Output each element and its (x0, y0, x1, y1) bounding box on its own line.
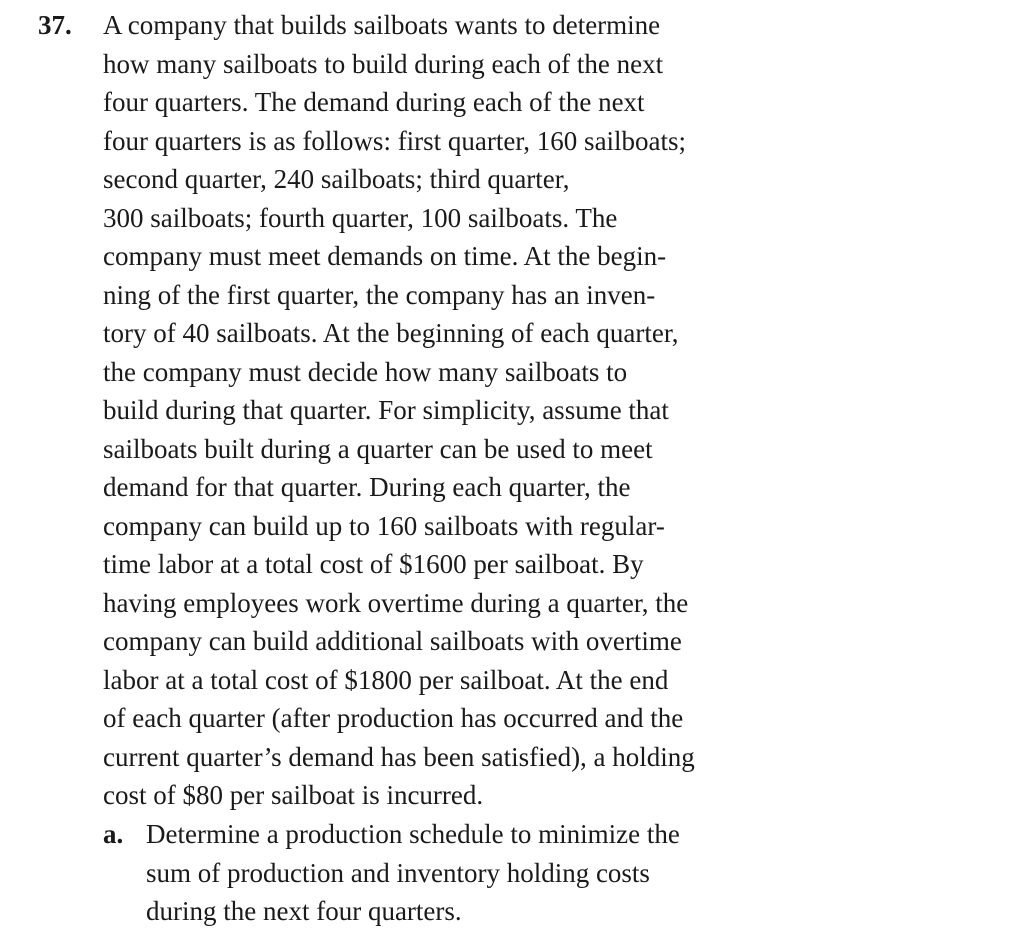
text-line: tory of 40 sailboats. At the beginning of each quarter, (103, 318, 679, 348)
text-line: company can build additional sailboats with overtime (103, 626, 682, 656)
text-line: cost of $80 per sailboat is incurred. (103, 780, 484, 810)
subpart-text-line: during the next four quarters. (146, 896, 462, 926)
text-line: second quarter, 240 sailboats; third quarter, (103, 164, 570, 194)
text-line: 300 sailboats; fourth quarter, 100 sailboats. The (103, 202, 618, 233)
text-line: four quarters is as follows: first quarter, 160 sailboats; (103, 125, 687, 156)
text-line: sailboats built during a quarter can be used to meet (103, 433, 653, 464)
text-line: current quarter’s demand has been satisfied), a holding (103, 741, 695, 772)
problem-text (103, 6, 1003, 815)
subpart-text-line: Determine a production schedule to minimize the (146, 819, 680, 849)
text-line: demand for that quarter. During each quarter, the (103, 472, 631, 502)
subpart-label: a. (103, 819, 124, 849)
text-line: labor at a total cost of $1800 per sailboat. At the end (103, 664, 669, 695)
text-line: build during that quarter. For simplicity, assume that (103, 395, 669, 425)
text-line: the company must decide how many sailboats to (103, 356, 628, 387)
text-line: of each quarter (after production has occurred and the (103, 703, 684, 733)
text-line: A company that builds sailboats wants to determine (103, 10, 661, 40)
text-line: company must meet demands on time. At the begin- (103, 241, 667, 271)
text-line: time labor at a total cost of $1600 per sailboat. By (103, 549, 644, 579)
subpart-text-line: sum of production and inventory holding costs (146, 857, 650, 888)
problem-number: 37. (38, 10, 72, 40)
text-line: ning of the first quarter, the company has an inven- (103, 279, 656, 310)
text-line: having employees work overtime during a quarter, the (103, 587, 689, 618)
text-line: four quarters. The demand during each of the next (103, 87, 645, 117)
subpart-text (146, 815, 966, 931)
text-line: how many sailboats to build during each of the next (103, 48, 664, 79)
text-line: company can build up to 160 sailboats with regular- (103, 510, 665, 541)
